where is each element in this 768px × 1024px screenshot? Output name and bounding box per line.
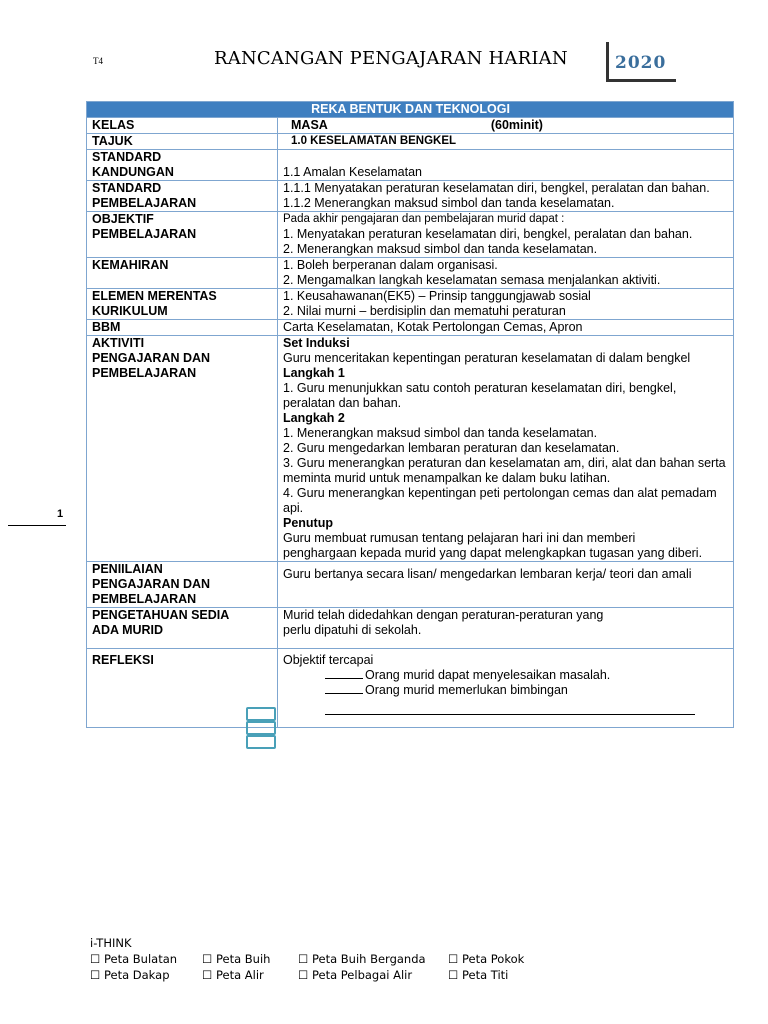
langkah-2-item-2: 2. Guru mengedarkan lembaran peraturan dan keselamatan. (283, 441, 620, 455)
row-penilaian (87, 562, 734, 608)
sp-label-line-1: STANDARD (92, 181, 162, 195)
kemahiran-label: KEMAHIRAN (87, 258, 278, 289)
checkbox-icon: ☐ (90, 952, 101, 966)
page-number: 1 (57, 508, 64, 520)
langkah-2-heading: Langkah 2 (283, 411, 345, 425)
refleksi-line-3 (283, 683, 729, 698)
bbm-value: Carta Keselamatan, Kotak Pertolongan Cemas, Apron (278, 320, 734, 336)
aktiviti-label (87, 336, 278, 562)
checkbox-icon: ☐ (448, 968, 459, 982)
sp-label-line-2: PEMBELAJARAN (92, 196, 197, 210)
refleksi-line-2-text: Orang murid dapat menyelesaikan masalah. (365, 668, 611, 682)
psm-line-2: perlu dipatuhi di sekolah. (283, 623, 422, 637)
subject-banner: REKA BENTUK DAN TEKNOLOGI (87, 102, 734, 118)
ithink-item (202, 951, 298, 967)
row-tajuk (87, 134, 734, 150)
psm-label-line-1: PENGETAHUAN SEDIA (92, 608, 230, 622)
form-code: T4 (93, 56, 103, 66)
op-label-line-2: PEMBELAJARAN (92, 227, 197, 241)
set-induksi-heading: Set Induksi (283, 336, 350, 350)
refleksi-line-1: Objektif tercapai (283, 653, 374, 667)
pen-label-line-2: PENGAJARAN DAN (92, 577, 211, 591)
op-item-1: 1. Menyatakan peraturan keselamatan diri, bengkel, peralatan dan bahan. (283, 227, 693, 241)
ithink-item (448, 967, 508, 983)
row-standard-kandungan (87, 150, 734, 181)
langkah-1-text-a: 1. Guru menunjukkan satu contoh (283, 381, 475, 395)
langkah-1-text (283, 381, 729, 411)
penutup-text: Guru membuat rumusan tentang pelajaran hari ini dan memberi penghargaan kepada murid yang dapat melengkapkan tugasan yang diberi. (283, 531, 703, 560)
pengetahuan-sedia-label (87, 608, 278, 649)
kemahiran-item-2: 2. Mengamalkan langkah keselamatan semasa menjalankan aktiviti. (283, 273, 661, 287)
ithink-item-label: Peta Buih Berganda (311, 952, 426, 966)
kemahiran-item-1: 1. Boleh berperanan dalam organisasi. (283, 258, 498, 272)
ithink-item-label: Peta Titi (461, 968, 509, 982)
kemahiran-value (278, 258, 734, 289)
pen-label-line-3: PEMBELAJARAN (92, 592, 197, 606)
masa-value: (60minit) (490, 118, 543, 132)
masa-label: MASA (291, 118, 328, 132)
penilaian-value: Guru bertanya secara lisan/ mengedarkan lembaran kerja/ teori dan amali (278, 562, 734, 608)
ithink-item-label: Peta Bulatan (103, 952, 178, 966)
row-objektif (87, 212, 734, 258)
row-emk (87, 289, 734, 320)
row-standard-pembelajaran (87, 181, 734, 212)
tajuk-label: TAJUK (87, 134, 278, 150)
sk-label-line-2: KANDUNGAN (92, 165, 174, 179)
sk-label-line-1: STANDARD (92, 150, 162, 164)
standard-kandungan-label (87, 150, 278, 181)
objektif-label (87, 212, 278, 258)
aktiviti-value (278, 336, 734, 562)
ithink-item-label: Peta Alir (215, 968, 264, 982)
langkah-1-text-b: peraturan keselamatan diri, bengkel, peralatan dan bahan. (283, 381, 677, 410)
ithink-title: i-THINK (90, 936, 132, 950)
kelas-label: KELAS (87, 118, 278, 134)
ithink-legend (90, 935, 524, 983)
checkbox-icon: ☐ (202, 952, 213, 966)
refleksi-notes-line (325, 714, 695, 715)
checkbox-icon: ☐ (298, 952, 309, 966)
bbm-label: BBM (87, 320, 278, 336)
subject-banner-row (87, 102, 734, 118)
refleksi-label: REFLEKSI (87, 649, 278, 728)
ithink-item-label: Peta Pokok (461, 952, 525, 966)
ithink-item-label: Peta Pelbagai Alir (311, 968, 413, 982)
row-refleksi (87, 649, 734, 728)
psm-line-1: Murid telah didedahkan dengan peraturan-peraturan yang (283, 608, 604, 622)
checkbox-icon (246, 707, 276, 721)
refleksi-checkbox-group (246, 707, 274, 749)
ithink-item-label: Peta Dakap (103, 968, 170, 982)
ithink-row-2 (90, 967, 524, 983)
emk-item-1: 1. Keusahawanan(EK5) – Prinsip tanggungjawab sosial (283, 289, 591, 303)
emk-label-line-2: KURIKULUM (92, 304, 168, 318)
lesson-plan-table (86, 101, 734, 728)
penutup-heading: Penutup (283, 516, 333, 530)
refleksi-value (278, 649, 734, 728)
header-divider (606, 42, 609, 82)
akt-label-line-1: AKTIVITI (92, 336, 145, 350)
ithink-item-label: Peta Buih (215, 952, 271, 966)
langkah-2-item-3: 3. Guru menerangkan peraturan dan keselamatan am, diri, alat dan bahan serta meminta murid untuk menampalkan ke dalam buku latihan. (283, 456, 726, 485)
emk-label-line-1: ELEMEN MERENTAS (92, 289, 217, 303)
blank-line (325, 668, 363, 679)
standard-kandungan-value: 1.1 Amalan Keselamatan (278, 150, 734, 181)
ithink-item (202, 967, 298, 983)
checkbox-icon (246, 735, 276, 749)
ithink-row-1 (90, 951, 524, 967)
row-kemahiran (87, 258, 734, 289)
tajuk-value: 1.0 KESELAMATAN BENGKEL (278, 134, 734, 150)
checkbox-icon: ☐ (298, 968, 309, 982)
standard-pembelajaran-value (278, 181, 734, 212)
checkbox-icon: ☐ (448, 952, 459, 966)
pengetahuan-sedia-value (278, 608, 734, 649)
page-number-line (8, 525, 66, 526)
ithink-item (90, 951, 202, 967)
op-label-line-1: OBJEKTIF (92, 212, 154, 226)
set-induksi-text: Guru menceritakan kepentingan peraturan keselamatan di dalam bengkel (283, 351, 691, 365)
op-intro: Pada akhir pengajaran dan pembelajaran murid dapat : (283, 213, 565, 225)
langkah-2-item-1: 1. Menerangkan maksud simbol dan tanda keselamatan. (283, 426, 598, 440)
emk-item-2: 2. Nilai murni – berdisiplin dan mematuhi peraturan (283, 304, 566, 318)
sp-item-2: 1.1.2 Menerangkan maksud simbol dan tanda keselamatan. (283, 196, 615, 210)
akt-label-line-3: PEMBELAJARAN (92, 366, 197, 380)
psm-label-line-2: ADA MURID (92, 623, 164, 637)
ithink-item (298, 967, 448, 983)
langkah-1-heading: Langkah 1 (283, 366, 345, 380)
ithink-item (90, 967, 202, 983)
refleksi-line-2 (283, 668, 729, 683)
standard-pembelajaran-label (87, 181, 278, 212)
year-label: 2020 (615, 53, 667, 73)
objektif-value (278, 212, 734, 258)
ithink-item (298, 951, 448, 967)
emk-label (87, 289, 278, 320)
row-aktiviti (87, 336, 734, 562)
checkbox-icon (246, 721, 276, 735)
emk-value (278, 289, 734, 320)
checkbox-icon: ☐ (90, 968, 101, 982)
penilaian-label (87, 562, 278, 608)
checkbox-icon: ☐ (202, 968, 213, 982)
pen-label-line-1: PENIILAIAN (92, 562, 163, 576)
row-pengetahuan-sedia (87, 608, 734, 649)
langkah-2-item-4: 4. Guru menerangkan kepentingan peti pertolongan cemas dan alat pemadam api. (283, 486, 717, 515)
sp-item-1: 1.1.1 Menyatakan peraturan keselamatan diri, bengkel, peralatan dan bahan. (283, 181, 710, 195)
header-underline (606, 79, 676, 82)
page-title: RANCANGAN PENGAJARAN HARIAN (214, 48, 568, 69)
ithink-item (448, 951, 524, 967)
akt-label-line-2: PENGAJARAN DAN (92, 351, 211, 365)
op-item-2: 2. Menerangkan maksud simbol dan tanda keselamatan. (283, 242, 598, 256)
blank-line (325, 683, 363, 694)
row-bbm (87, 320, 734, 336)
row-kelas (87, 118, 734, 134)
refleksi-line-3-text: Orang murid memerlukan bimbingan (365, 683, 568, 697)
masa-cell (278, 118, 734, 134)
